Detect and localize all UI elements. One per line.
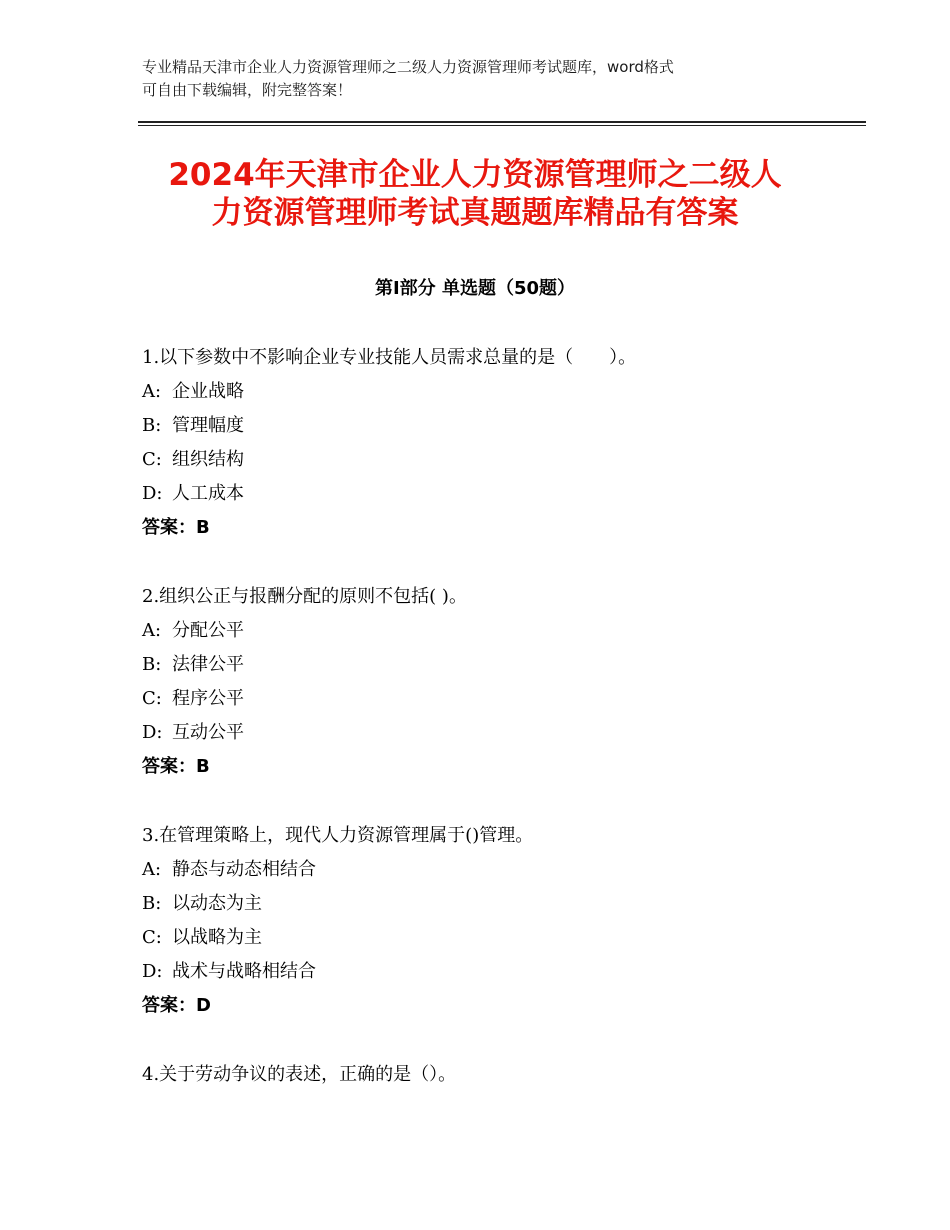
option-c	[142, 443, 862, 477]
option-letter: D:	[142, 961, 163, 982]
question-4	[142, 1058, 862, 1092]
option-a	[142, 853, 862, 887]
answer: 答案：D	[142, 995, 211, 1016]
option-b	[142, 409, 862, 443]
option-text: 程序公平	[172, 688, 244, 709]
option-a	[142, 614, 862, 648]
document-title	[80, 156, 870, 232]
option-b	[142, 648, 862, 682]
option-text: 静态与动态相结合	[172, 859, 316, 880]
question-3	[142, 819, 862, 1023]
option-c	[142, 921, 862, 955]
option-text: 以战略为主	[172, 927, 262, 948]
question-text: 1.以下参数中不影响企业专业技能人员需求总量的是（ ）。	[142, 347, 637, 368]
option-text: 管理幅度	[172, 415, 244, 436]
option-letter: A:	[142, 381, 162, 402]
option-c	[142, 682, 862, 716]
option-letter: C:	[142, 927, 162, 948]
header-note-line-1: 专业精品天津市企业人力资源管理师之二级人力资源管理师考试题库，word格式	[142, 58, 674, 76]
question-text: 2.组织公正与报酬分配的原则不包括( )。	[142, 586, 467, 607]
header-divider-thin	[138, 125, 866, 126]
header-note-line-2: 可自由下载编辑，附完整答案！	[142, 81, 353, 99]
option-letter: D:	[142, 722, 163, 743]
answer: 答案：B	[142, 756, 210, 777]
option-a	[142, 375, 862, 409]
option-letter: C:	[142, 688, 162, 709]
option-d	[142, 955, 862, 989]
option-d	[142, 716, 862, 750]
option-text: 法律公平	[172, 654, 244, 675]
question-1	[142, 341, 862, 545]
option-d	[142, 477, 862, 511]
question-text: 3.在管理策略上，现代人力资源管理属于()管理。	[142, 825, 534, 846]
option-letter: A:	[142, 859, 162, 880]
option-text: 人工成本	[172, 483, 244, 504]
question-2	[142, 580, 862, 784]
header-divider-thick	[138, 121, 866, 123]
question-text: 4.关于劳动争议的表述，正确的是（）。	[142, 1064, 457, 1085]
option-text: 以动态为主	[172, 893, 262, 914]
option-letter: B:	[142, 415, 162, 436]
option-text: 互动公平	[172, 722, 244, 743]
option-letter: B:	[142, 654, 162, 675]
option-text: 企业战略	[172, 381, 244, 402]
document-title-line-1: 2024年天津市企业人力资源管理师之二级人	[168, 157, 782, 193]
option-letter: D:	[142, 483, 163, 504]
section-title: 第Ⅰ部分 单选题（50题）	[374, 278, 575, 299]
option-letter: C:	[142, 449, 162, 470]
option-text: 分配公平	[172, 620, 244, 641]
option-text: 组织结构	[172, 449, 244, 470]
option-letter: A:	[142, 620, 162, 641]
option-text: 战术与战略相结合	[172, 961, 316, 982]
option-b	[142, 887, 862, 921]
option-letter: B:	[142, 893, 162, 914]
answer: 答案：B	[142, 517, 210, 538]
document-title-line-2: 力资源管理师考试真题题库精品有答案	[211, 195, 739, 231]
header-note	[142, 56, 812, 102]
